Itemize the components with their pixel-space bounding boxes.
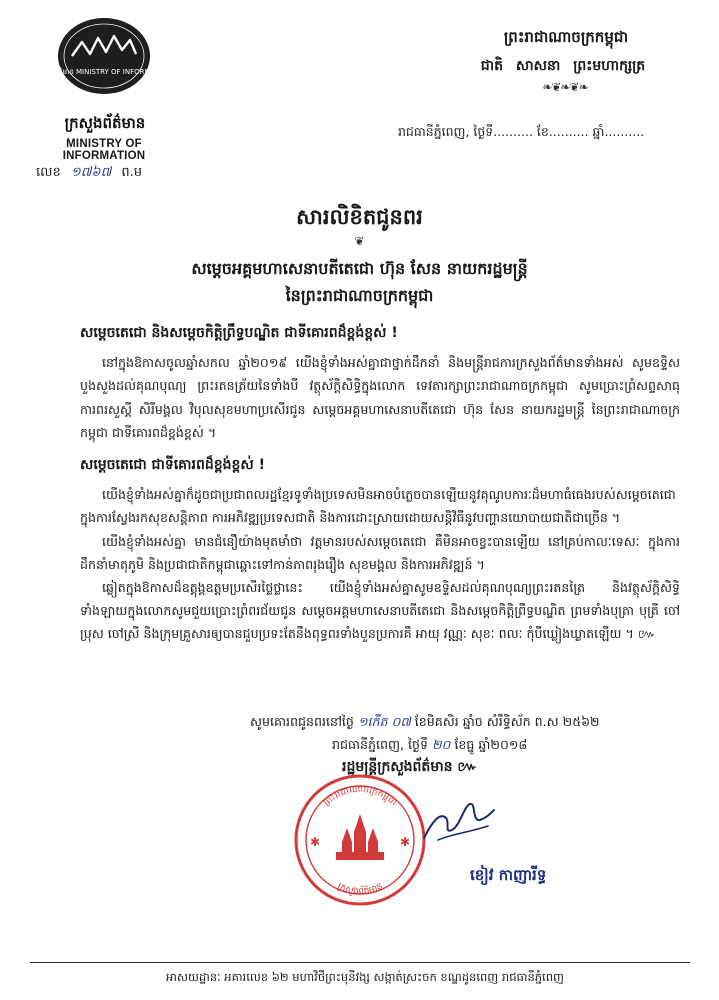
ministry-name-english: MINISTRY OF INFORMATION <box>62 138 146 162</box>
closing-date: រាជធានីភ្នំពេញ, ថ្ងៃទី ២០ ខែធ្នូ ឆ្នាំ២០១៨ <box>332 737 528 752</box>
handwritten-lunar-day: ១កើត ០៧ <box>357 714 411 729</box>
letter-body <box>80 322 680 646</box>
logo-text: ក្រសួងព័ត៌មាន MINISTRY OF INFORMATION <box>36 68 172 76</box>
salutation-2: សម្តេចតេជោ ជាទីគោរពដ៏ខ្ពង់ខ្ពស់ ! <box>80 457 265 474</box>
ministry-logo <box>36 16 172 100</box>
ministry-name-khmer: ក្រសួងព័ត៌មាន <box>64 114 146 132</box>
footer-divider <box>30 962 690 963</box>
recipient-line-2: នៃព្រះរាជាណាចក្រកម្ពុជា <box>285 286 434 305</box>
paragraph-1: នៅក្នុងឱកាសចូលឆ្នាំសកល ឆ្នាំ២០១៩ យើងខ្ញុំទាំងអស់គ្នាជាថ្នាក់ដឹកនាំ និងមន្ត្រីរាជការក្រសួងព័ត៌មានទាំងអស់ សូមឧទ្ទិសបួងសួងដល់គុណបុណ្យ ព្រះរតនត្រ័យនៃទាំងបី វត្ថុស័ក្តិសិទ្ធិក្នុងលោក ទេវតារក្សាព្រះរាជាណាចក្រកម្ពុជា សូមប្រោះព្រំសព្ទសាធុការពរសួស្តី សិរីមង្គល វិបុលសុខមហាប្រសើរជូន សម្តេចអគ្គមហាសេនាបតីតេជោ ហ៊ុន សែន នាយករដ្ឋមន្ត្រី នៃព្រះរាជាណាចក្រកម្ពុជា ជាទីគោរពដ៏ខ្ពង់ខ្ពស់ ។ <box>80 355 680 440</box>
handwritten-day: ២០ <box>431 737 451 752</box>
kingdom-heading: ព្រះរាជាណាចក្រកម្ពុជា <box>503 28 629 46</box>
signer-name: ខៀវ កាញារីទ្ធ <box>470 866 547 884</box>
signer-title: រដ្ឋមន្ត្រីក្រសួងព័ត៌មាន ៚ <box>342 759 478 775</box>
header-dateline: រាជធានីភ្នំពេញ, ថ្ងៃទី.......... ខែ.......... ឆ្នាំ.......... <box>398 124 645 139</box>
recipient-line-1: សម្តេចអគ្គមហាសេនាបតីតេជោ ហ៊ុន សែន នាយករដ្ឋមន្ត្រី <box>191 259 528 278</box>
footer-address: អាសយដ្ឋានៈ អគារលេខ ៦២ មហាវិថីព្រះមុនីវង្ស សង្កាត់ស្រះចក ខណ្ឌដូនពេញ រាជធានីភ្នំពេញ <box>166 970 564 984</box>
national-motto: ជាតិ សាសនា ព្រះមហាក្សត្រ <box>480 58 646 74</box>
paragraph-2: យើងខ្ញុំទាំងអស់គ្នាក៏ដូចជាប្រជាពលរដ្ឋខ្មែរទូទាំងប្រទេសមិនអាចបំភ្លេចបានឡើយនូវគុណូបការៈដ៏មហាធំធេងរបស់សម្តេចតេជោ ក្នុងការស្វែងរកសុខសន្តិភាព ការអភិវឌ្ឍប្រទេសជាតិ និងការដោះស្រាយដោយសន្តិវិធីនូវបញ្ហានយោបាយជាតិជាច្រើន ។ <box>80 487 676 526</box>
document-title: សារលិខិតជូនពរ <box>296 205 423 229</box>
title-ornament: ❦ <box>354 234 365 248</box>
reference-number <box>36 164 142 183</box>
ref-suffix: ព.ម <box>121 165 143 180</box>
seal-star-icon: ✱ <box>400 835 411 849</box>
header-ornament: ❧❦❧❦❧ <box>542 80 588 94</box>
closing-lunar-date: សូមគោរពជូនពរនៅថ្ងៃ ១កើត ០៧ ខែមិគសិរ ឆ្នាំច សំរឹទ្ធិស័ក ព.ស ២៥៦២ <box>250 714 600 729</box>
paragraph-3: យើងខ្ញុំទាំងអស់គ្នា មានជំនឿយ៉ាងមុតមាំថា វត្តមានរបស់សម្តេចតេជោ គឺមិនអាចខ្វះបានឡើយ នៅគ្រប់កាលៈទេសៈ ក្នុងការដឹកនាំមាតុភូមិ និងប្រជាជាតិកម្ពុជាឆ្ពោះទៅកាន់ភាពរុងរឿង សុខមង្គល និងការអភិវឌ្ឍន៍ ។ <box>80 533 680 572</box>
salutation-1: សម្តេចតេជោ និងសម្តេចកិត្តិព្រឹទ្ធបណ្ឌិត ជាទីគោរពដ៏ខ្ពង់ខ្ពស់ ! <box>80 325 398 341</box>
seal-text-bottom: ក្រសួងព័ត៌មាន <box>335 881 385 898</box>
closing-block <box>250 710 690 779</box>
official-seal <box>290 770 430 910</box>
handwritten-signature <box>418 792 498 852</box>
angkor-temple-icon <box>336 814 384 860</box>
paragraph-4: ឆ្លៀតក្នុងឱកាសដ៏ឧត្តុង្គឧត្តមប្រសើរថ្លៃថ្លានេះ យើងខ្ញុំទាំងអស់គ្នាសូមឧទ្ទិសដល់គុណបុណ្យព្រះរតនត្រៃ និងវត្ថុស័ក្តិសិទ្ធិទាំងឡាយក្នុងលោកសូមជួយប្រោះព្រំពរជ័យជូន សម្តេចអគ្គមហាសេនាបតីតេជោ និងសម្តេចកិត្តិព្រឹទ្ធបណ្ឌិត ព្រមទាំងបុត្រា បុត្រី ចៅប្រុស ចៅស្រី និងក្រុមគ្រួសារឲ្យបានជួបប្រទះតែនឹងពុទ្ធពរទាំងបួនប្រការគឺ អាយុ វណ្ណៈ សុខៈ ពលៈ កុំបីឃ្លៀងឃ្លាតឡើយ ។ ៚ <box>80 580 680 642</box>
ref-number: ១៧៦៧ <box>70 165 112 180</box>
seal-text-top: ព្រះរាជាណាចក្រកម្ពុជា <box>321 784 399 808</box>
ref-prefix: លេខ <box>36 165 61 180</box>
seal-star-icon: ✱ <box>310 835 321 849</box>
